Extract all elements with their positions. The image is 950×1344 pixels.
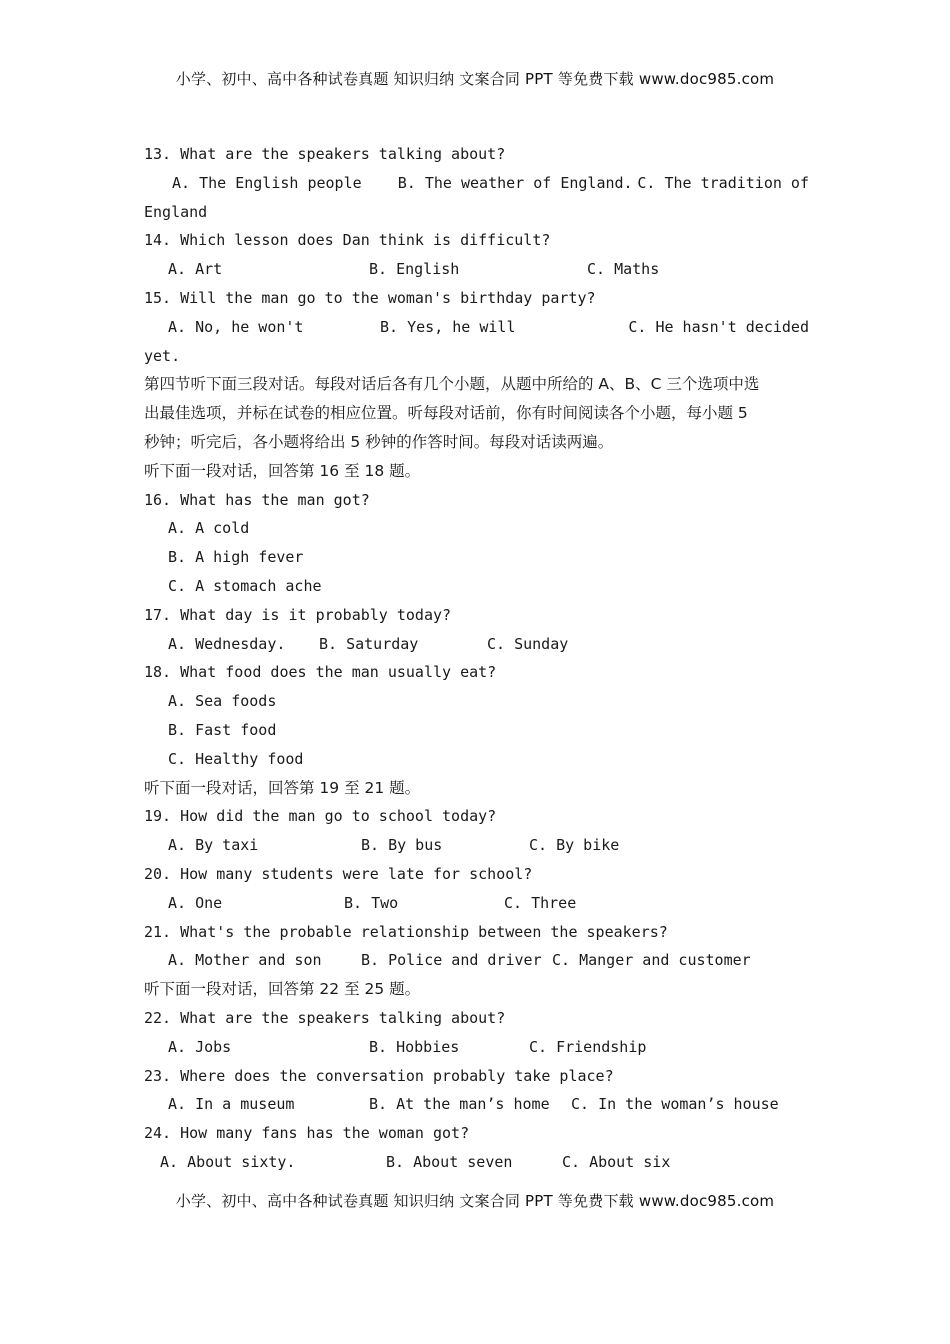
option-c: C. Maths: [587, 260, 660, 279]
option-b: B. A high fever: [168, 548, 304, 567]
section-instructions-line-3: 秒钟；听完后，各小题将给出 5 秒钟的作答时间。每段对话读两遍。: [144, 432, 614, 451]
option-c: C. Friendship: [529, 1037, 647, 1056]
option-a: A. Art: [168, 260, 223, 279]
section-instructions-line-1: 第四节听下面三段对话。每段对话后各有几个小题，从题中所给的 A、B、C 三个选项中选: [144, 375, 760, 394]
question-19: 19. How did the man go to school today?: [144, 807, 497, 826]
option-c-continuation: England: [144, 202, 208, 221]
page-header: 小学、初中、高中各种试卷真题 知识归纳 文案合同 PPT 等免费下载 www.doc985.com: [175, 70, 775, 88]
option-a: A. Wednesday.: [168, 634, 286, 653]
option-b: B. Hobbies: [369, 1037, 460, 1056]
option-b: B. English: [369, 260, 460, 279]
option-c: C. He hasn't decided: [628, 317, 809, 336]
dialog-1-intro: 听下面一段对话，回答第 16 至 18 题。: [144, 461, 421, 480]
question-22: 22. What are the speakers talking about?: [144, 1008, 506, 1027]
option-a: A. Mother and son: [168, 951, 322, 970]
question-18: 18. What food does the man usually eat?: [144, 663, 497, 682]
question-24-options: [144, 1148, 809, 1177]
question-20-options: [144, 889, 809, 918]
question-23: 23. Where does the conversation probably take place?: [144, 1066, 614, 1085]
question-14: 14. Which lesson does Dan think is difficult?: [144, 231, 551, 250]
option-c-continuation: yet.: [144, 346, 181, 365]
option-c: C. Three: [504, 893, 577, 912]
option-c: C. The tradition of: [637, 173, 809, 192]
option-b: B. The weather of England.: [397, 173, 633, 192]
option-b: B. Police and driver: [361, 951, 542, 970]
option-a: A. A cold: [168, 519, 250, 538]
option-a: A. No, he won't: [168, 317, 304, 336]
option-a: A. By taxi: [168, 836, 259, 855]
option-a: A. The English people: [172, 173, 362, 192]
option-c: C. Sunday: [487, 634, 569, 653]
question-17-options: [144, 630, 809, 659]
option-c: C. In the woman’s house: [571, 1095, 779, 1114]
option-c: C. About six: [562, 1152, 671, 1171]
option-c: C. A stomach ache: [168, 576, 322, 595]
question-14-options: [144, 255, 809, 284]
question-24: 24. How many fans has the woman got?: [144, 1124, 470, 1143]
option-a: A. One: [168, 893, 223, 912]
exam-content: [144, 140, 809, 1177]
option-b: B. Two: [344, 893, 399, 912]
option-a: A. About sixty.: [160, 1152, 296, 1171]
question-15-options: [144, 313, 809, 342]
dialog-2-intro: 听下面一段对话，回答第 19 至 21 题。: [144, 778, 421, 797]
question-21: 21. What's the probable relationship between the speakers?: [144, 922, 668, 941]
option-b: B. By bus: [361, 836, 443, 855]
option-b: B. Saturday: [319, 634, 419, 653]
option-b: B. About seven: [386, 1152, 513, 1171]
option-a: A. In a museum: [168, 1095, 295, 1114]
question-19-options: [144, 831, 809, 860]
question-16: 16. What has the man got?: [144, 490, 370, 509]
question-23-options: [144, 1090, 809, 1119]
option-a: A. Sea foods: [168, 692, 277, 711]
option-b: B. At the man’s home: [369, 1095, 550, 1114]
question-22-options: [144, 1033, 809, 1062]
option-c: C. By bike: [529, 836, 620, 855]
question-15: 15. Will the man go to the woman's birthday party?: [144, 288, 596, 307]
dialog-3-intro: 听下面一段对话，回答第 22 至 25 题。: [144, 980, 421, 999]
section-instructions-line-2: 出最佳选项，并标在试卷的相应位置。听每段对话前，你有时间阅读各个小题，每小题 5: [144, 404, 748, 423]
option-b: B. Fast food: [168, 720, 277, 739]
option-a: A. Jobs: [168, 1037, 232, 1056]
question-13-options: [144, 169, 809, 198]
question-13: 13. What are the speakers talking about?: [144, 145, 506, 163]
question-21-options: [144, 946, 809, 975]
page-footer: 小学、初中、高中各种试卷真题 知识归纳 文案合同 PPT 等免费下载 www.doc985.com: [175, 1192, 775, 1210]
question-20: 20. How many students were late for school?: [144, 864, 533, 883]
option-b: B. Yes, he will: [380, 317, 516, 336]
option-c: C. Manger and customer: [552, 951, 751, 970]
option-c: C. Healthy food: [168, 749, 304, 768]
question-17: 17. What day is it probably today?: [144, 605, 452, 624]
